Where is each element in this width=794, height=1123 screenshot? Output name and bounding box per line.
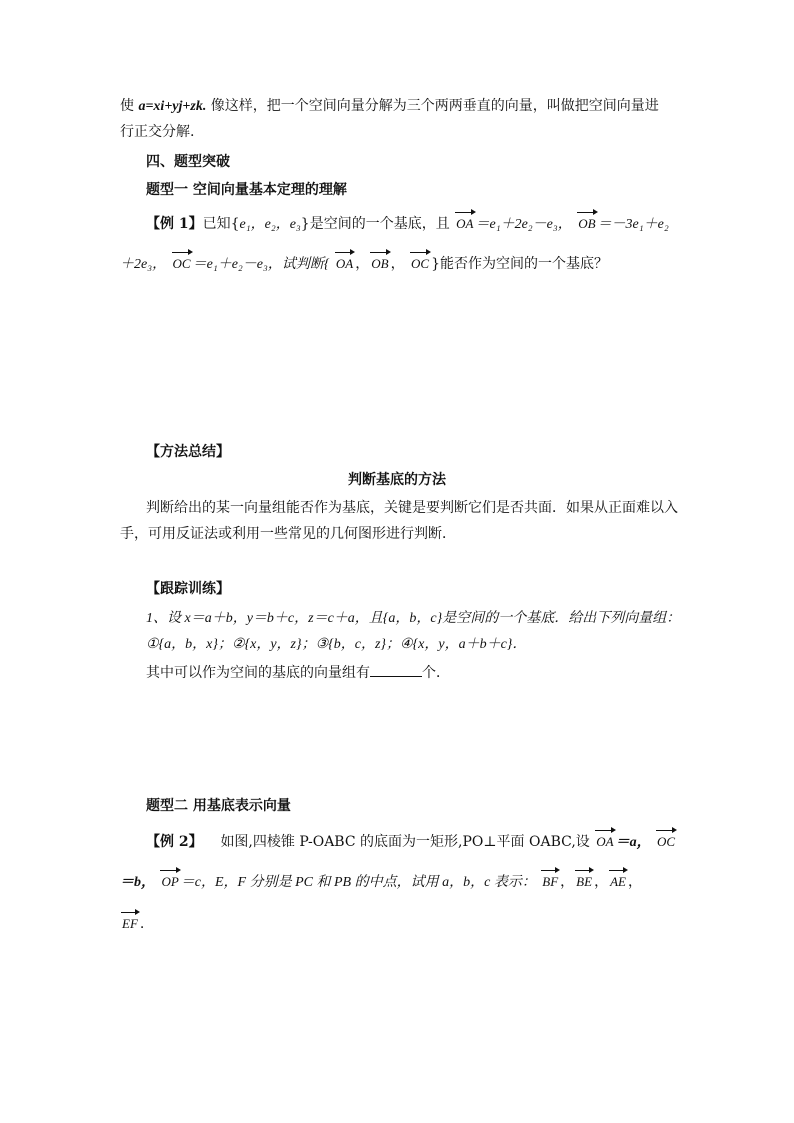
type1-title: 题型一 空间向量基本定理的理解 [146,182,347,198]
answer-blank[interactable] [370,664,422,677]
followup-q1-line3 [146,664,450,682]
example1-line2-start: ＋2e₃， [120,257,167,272]
example1-line-1 [146,215,669,234]
vector-be: BE [576,874,593,889]
example1-oa-expr: ＝e₁＋2e₂－e₃， [475,217,572,232]
vector-oc-3: OC [657,834,676,849]
intro-formula: a=xi+yj+zk. [138,99,207,114]
vector-ef: EF [122,916,138,931]
example1-label: 【例 1】 [146,216,203,232]
example1-ob-expr: ＝－3e₁＋e₂ [597,217,669,232]
vector-oc: OC [172,256,191,271]
vector-bf: BF [542,874,559,889]
example1-text-b: }是空间的一个基底，且 [300,216,450,232]
example2-line-2: ＝b， OP ＝c，E，F 分别是 PC 和 PB 的中点，试用 a，b，c 表示： BF ， BE ， AE ， [120,874,642,890]
type2-title: 题型二 用基底表示向量 [146,798,291,814]
example1-basis: e₁，e₂，e₃ [239,217,301,232]
followup-label: 【跟踪训练】 [146,581,230,597]
vector-oc-2: OC [411,256,430,271]
section-title: 四、题型突破 [146,154,230,170]
example2-line-3 [120,915,144,933]
sep: ， [355,256,370,272]
intro-line-1 [120,97,659,116]
sep: ， [390,256,405,272]
example2-oa-expr: ＝a， [615,835,651,850]
method-label: 【方法总结】 [146,444,230,460]
vector-oa-2: OA [335,256,354,271]
vector-op: OP [161,874,179,889]
example2-line2-b: ＝c，E，F 分别是 PC 和 PB 的中点，试用 a，b，c 表示： [180,875,536,890]
vector-ae: AE [610,874,626,889]
intro-line-2: 行正交分解. [120,124,195,140]
example2-label: 【例 2】 [146,834,203,850]
example2-line-1 [146,833,677,852]
followup-q1-text: 其中可以作为空间的基底的向量组有 [146,665,370,681]
method-body [120,495,680,547]
followup-q1-line2: ①{a，b，x}；②{x，y，z}；③{b，c，z}；④{x，y，a＋b＋c}． [146,637,527,652]
vector-oa: OA [456,216,474,231]
example1-line-2 [120,255,608,274]
example2-line2-a: ＝b， [120,875,155,890]
followup-q1-end: 个． [422,665,450,681]
vector-ob-2: OB [371,256,389,271]
example1-tail: }能否作为空间的一个基底？ [431,256,609,272]
example1-oc-expr: ＝e₁＋e₂－e₃，试判断{ [192,257,330,272]
example2-end: . [139,916,145,932]
method-body-text: 判断给出的某一向量组能否作为基底，关键是要判断它们是否共面．如果从正面难以入手，可用反证法或利用一些常见的几何图形进行判断． [120,500,678,542]
example1-text-a: 已知{ [202,216,240,232]
followup-q1-line1: 1、设 x＝a＋b，y＝b＋c，z＝c＋a，且{a，b，c}是空间的一个基底．给出下列向量组： [146,611,681,626]
example2-text-a: 如图,四棱锥 P-OABC 的底面为一矩形,PO⊥平面 OABC,设 [220,834,590,850]
intro-text: 像这样，把一个空间向量分解为三个两两垂直的向量，叫做把空间向量进 [206,98,659,114]
intro-prefix: 使 [120,98,139,114]
method-heading: 判断基底的方法 [348,472,446,488]
vector-ob: OB [578,216,596,231]
vector-oa-3: OA [596,834,614,849]
